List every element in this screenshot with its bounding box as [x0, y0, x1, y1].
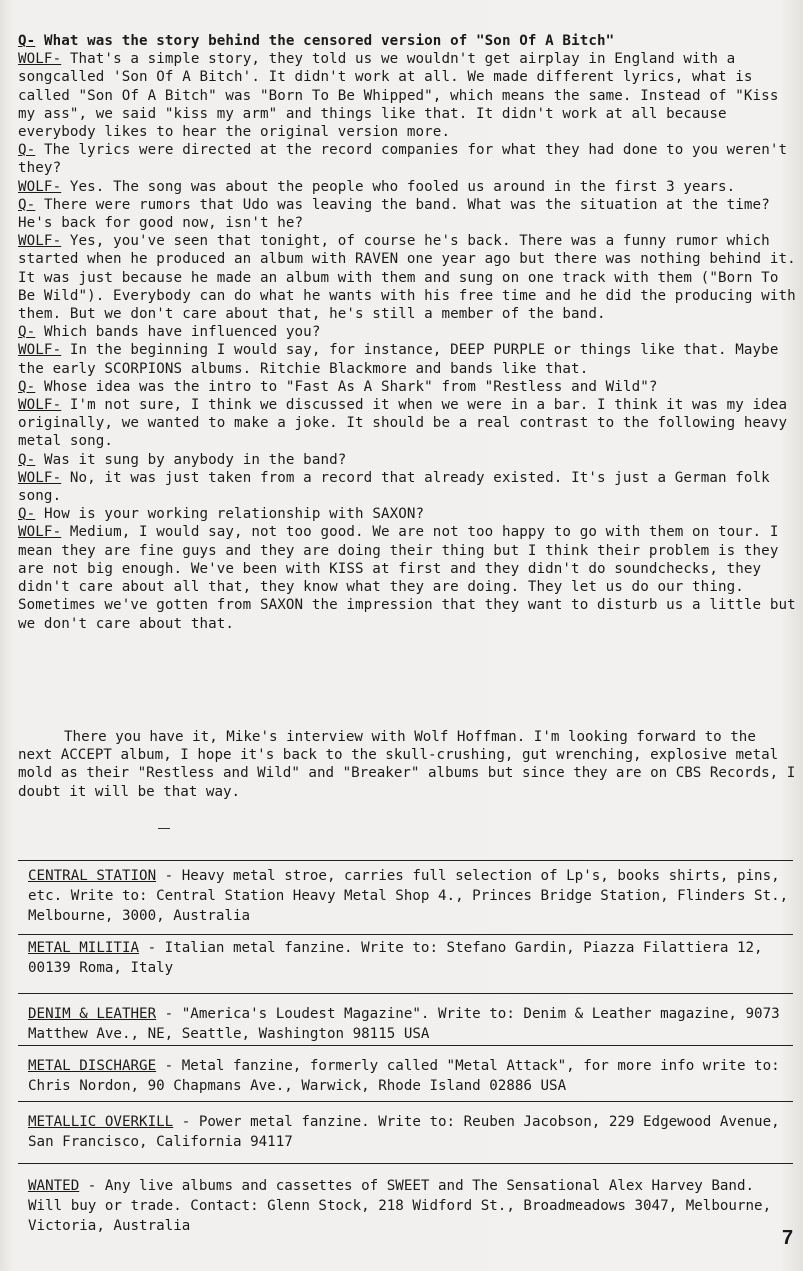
ad-body: - Any live albums and cassettes of SWEET and The Sensational Alex Harvey Band. Will buy or trade. Contact: Glenn Stock, 218 Widford St., Broadmeadows 3047, Melbourne, Victoria, Australia — [28, 1178, 772, 1234]
speaker-label: WOLF- — [18, 469, 62, 486]
question-text: The lyrics were directed at the record companies for what they had done to you weren't they? — [18, 142, 788, 177]
page-number: 7 — [782, 1227, 794, 1249]
interview-line — [18, 196, 798, 232]
interview-line — [18, 32, 798, 50]
question-text: How is your working relationship with SAXON? — [35, 506, 425, 523]
interview-transcript — [18, 32, 798, 633]
interview-line — [18, 141, 798, 177]
ad-title: DENIM & LEATHER — [28, 1006, 157, 1022]
speaker-label: WOLF- — [18, 178, 62, 195]
speaker-label: WOLF- — [18, 233, 62, 250]
interview-line — [18, 178, 798, 196]
speaker-label: Q- — [18, 324, 36, 341]
ad-body: - Metal fanzine, formerly called "Metal Attack", for more info write to: Chris Nordon, 90 Chapmans Ave., Warwick, Rhode Island 02886 USA — [28, 1058, 780, 1094]
divider — [18, 860, 793, 861]
ad-title: METALLIC OVERKILL — [28, 1114, 174, 1130]
speaker-label: WOLF- — [18, 524, 62, 541]
question-text: Which bands have influenced you? — [35, 324, 321, 341]
classified-ad — [28, 1176, 793, 1256]
speaker-label: WOLF- — [18, 397, 62, 414]
answer-text: Yes, you've seen that tonight, of course he's back. There was a funny rumor which started when he produced an album with RAVEN one year ago but there was nothing behind it. It was just because he made an album with them and sung on one track with them ("Born To Be Wild"). Everybody can do what he wants with his free time and he did the producing with them. But we don't care about that, he's still a member of the band. — [18, 233, 796, 323]
answer-text: In the beginning I would say, for instance, DEEP PURPLE or things like that. Maybe the early SCORPIONS albums. Ritchie Blackmore and bands like that. — [18, 342, 779, 377]
classified-ad — [28, 930, 793, 1004]
ad-body: - Power metal fanzine. Write to: Reuben Jacobson, 229 Edgewood Avenue, San Francisco, California 94117 — [28, 1114, 780, 1150]
classifieds-section — [28, 866, 793, 1256]
speaker-label: Q- — [18, 142, 36, 159]
question-text: Was it sung by anybody in the band? — [35, 451, 347, 468]
ad-body: - "America's Loudest Magazine". Write to: Denim & Leather magazine, 9073 Matthew Ave., NE, Seattle, Washington 98115 USA — [28, 1006, 780, 1042]
answer-text: No, it was just taken from a record that already existed. It's just a German folk song. — [18, 469, 770, 505]
question-text: Whose idea was the intro to "Fast As A Shark" from "Restless and Wild"? — [35, 378, 658, 395]
closing-text: There you have it, Mike's interview with Wolf Hoffman. I'm looking forward to the next ACCEPT album, I hope it's back to the skull-crushing, gut wrenching, explosive metal mold as their "Restless and Wild" and "Breaker" albums but since they are on CBS Records, I doubt it will be that way. — [18, 729, 796, 800]
answer-text: Medium, I would say, not too good. We are not too happy to go with them on tour. I mean they are fine guys and they are doing their thing but I think their problem is they are not big enough. We've been with KISS at first and they didn't do soundchecks, they didn't care about all that, they know what they are doing. They let us do our thing. Sometimes we've gotten from SAXON the impression that they want to disturb us a little but we don't care about that. — [18, 524, 796, 632]
ad-title: METAL DISCHARGE — [28, 1058, 157, 1074]
ad-title: CENTRAL STATION — [28, 868, 157, 884]
speaker-label: Q- — [18, 196, 36, 213]
ad-body: - Italian metal fanzine. Write to: Stefano Gardin, Piazza Filattiera 12, 00139 Roma, Italy — [28, 940, 763, 976]
ad-title: WANTED — [28, 1178, 80, 1194]
question-text: What was the story behind the censored version of "Son Of A Bitch" — [35, 33, 615, 49]
answer-text: I'm not sure, I think we discussed it when we were in a bar. I think it was my idea originally, we wanted to make a joke. It should be a real contrast to the following heavy metal song. — [18, 397, 788, 450]
interview-line — [18, 505, 798, 523]
interview-line — [18, 232, 798, 323]
classified-ad — [28, 1112, 793, 1176]
speaker-label: Q- — [18, 378, 36, 395]
interview-line — [18, 396, 798, 451]
interview-line — [18, 523, 798, 632]
interview-line — [18, 469, 798, 505]
classified-ad — [28, 866, 793, 930]
speaker-label: WOLF- — [18, 51, 62, 68]
answer-text: Yes. The song was about the people who fooled us around in the first 3 years. — [61, 178, 736, 195]
answer-text: That's a simple story, they told us we wouldn't get airplay in England with a songcalled 'Son Of A Bitch'. It didn't work at all. We made different lyrics, what is called "Son Of A Bitch" was "Born To Be Whipped", which means the same. Instead of "Kiss my ass", we said "kiss my arm" and things like that. It didn't work at all because everybody likes to hear the original version more. — [18, 51, 779, 141]
classified-ad — [28, 1004, 793, 1056]
question-text: There were rumors that Udo was leaving the band. What was the situation at the time? He's back for good now, isn't he? — [18, 196, 770, 232]
ad-body: - Heavy metal stroe, carries full selection of Lp's, books shirts, pins, etc. Write to: Central Station Heavy Metal Shop 4., Princes Bridge Station, Flinders St., Melbourne, 3000, Australia — [28, 868, 789, 924]
interview-line — [18, 451, 798, 469]
interview-line — [18, 341, 798, 377]
stray-mark — [158, 828, 170, 829]
speaker-label: Q- — [18, 33, 36, 49]
closing-paragraph — [18, 728, 798, 801]
ad-title: METAL MILITIA — [28, 940, 140, 956]
interview-line — [18, 323, 798, 341]
speaker-label: WOLF- — [18, 342, 62, 359]
interview-line — [18, 378, 798, 396]
speaker-label: Q- — [18, 451, 36, 468]
speaker-label: Q- — [18, 506, 36, 523]
classified-ad — [28, 1056, 793, 1112]
interview-line — [18, 50, 798, 141]
